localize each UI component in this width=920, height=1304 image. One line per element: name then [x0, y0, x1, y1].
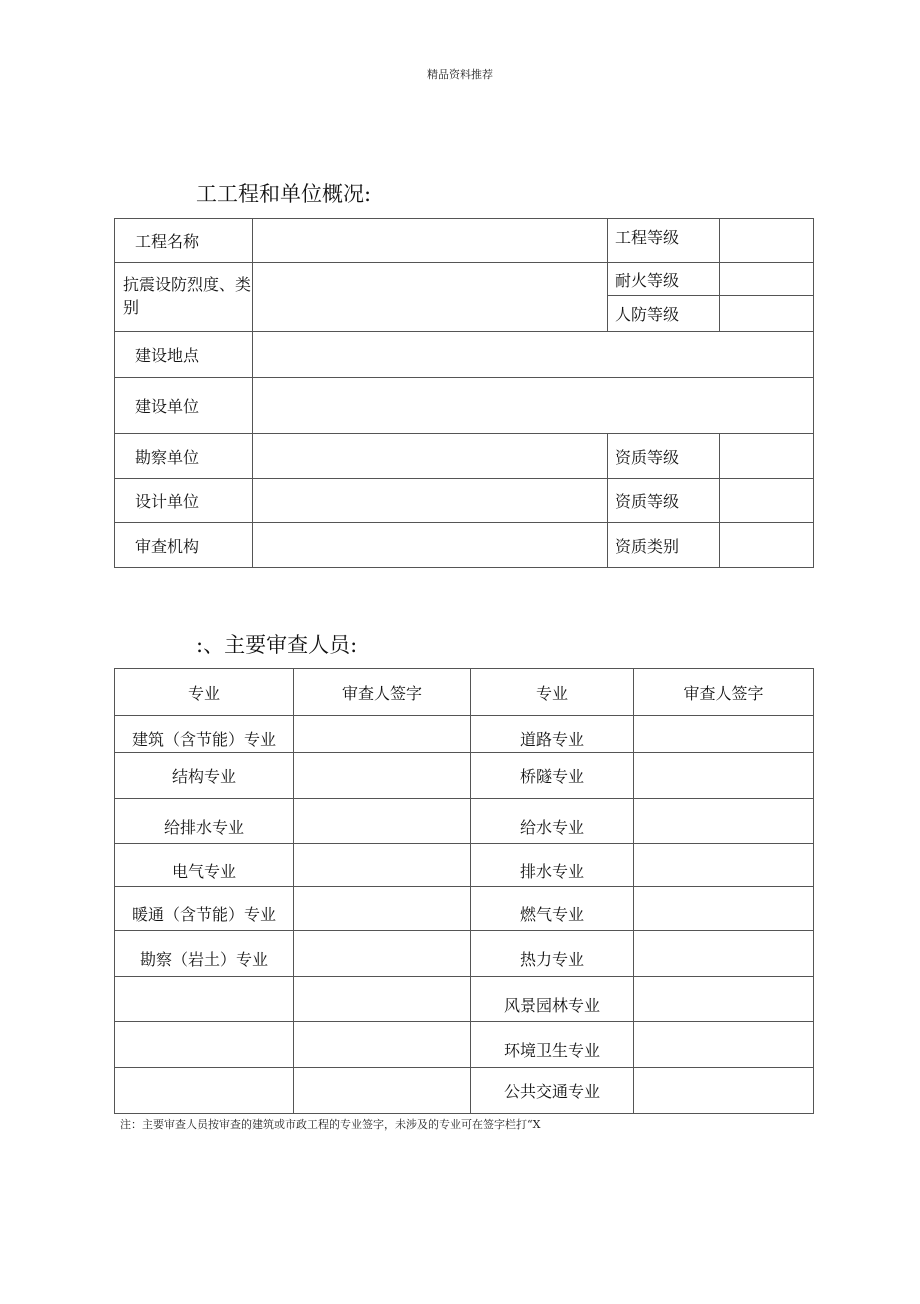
signature-cell[interactable] [634, 931, 814, 977]
signature-cell[interactable] [294, 1022, 471, 1068]
specialty-right: 道路专业 [471, 716, 634, 753]
specialty-right: 公共交通专业 [471, 1068, 634, 1114]
signature-cell[interactable] [634, 887, 814, 931]
field-seismic[interactable] [253, 263, 608, 332]
field-design-unit[interactable] [253, 479, 608, 523]
signature-cell[interactable] [634, 1022, 814, 1068]
specialty-right: 排水专业 [471, 844, 634, 887]
signature-cell[interactable] [294, 716, 471, 753]
page-header: 精品资料推荐 [427, 68, 493, 81]
field-construction-unit[interactable] [253, 378, 814, 434]
project-overview-table [114, 218, 814, 568]
signature-cell[interactable] [294, 799, 471, 844]
specialty-right: 风景园林专业 [471, 977, 634, 1022]
field-project-name[interactable] [253, 219, 608, 263]
section-title-project-overview: 工工程和单位概况: [196, 182, 372, 206]
specialty-left: 暖通（含节能）专业 [115, 887, 294, 931]
signature-cell[interactable] [634, 799, 814, 844]
label-qualification-grade-1: 资质等级 [608, 434, 720, 479]
specialty-left [115, 977, 294, 1022]
signature-cell[interactable] [634, 1068, 814, 1114]
signature-cell[interactable] [294, 931, 471, 977]
label-qualification-category: 资质类别 [608, 523, 720, 568]
field-project-grade[interactable] [720, 219, 814, 263]
specialty-right: 燃气专业 [471, 887, 634, 931]
footnote: 注：主要审查人员按审查的建筑或市政工程的专业签字，未涉及的专业可在签字栏打“X [120, 1118, 541, 1131]
reviewers-table [114, 668, 814, 1114]
label-design-unit: 设计单位 [115, 479, 253, 523]
section-title-reviewers: :、主要审查人员: [196, 633, 358, 657]
field-civil-defense-grade[interactable] [720, 296, 814, 332]
label-qualification-grade-2: 资质等级 [608, 479, 720, 523]
label-review-agency: 审查机构 [115, 523, 253, 568]
specialty-left [115, 1022, 294, 1068]
field-survey-unit[interactable] [253, 434, 608, 479]
field-qualification-category[interactable] [720, 523, 814, 568]
signature-cell[interactable] [634, 753, 814, 799]
specialty-left: 结构专业 [115, 753, 294, 799]
signature-cell[interactable] [294, 753, 471, 799]
field-review-agency[interactable] [253, 523, 608, 568]
label-construction-unit: 建设单位 [115, 378, 253, 434]
specialty-right: 热力专业 [471, 931, 634, 977]
signature-cell[interactable] [294, 1068, 471, 1114]
label-seismic: 抗震设防烈度、类别 [115, 263, 253, 332]
field-location[interactable] [253, 332, 814, 378]
field-qualification-grade-2[interactable] [720, 479, 814, 523]
specialty-right: 环境卫生专业 [471, 1022, 634, 1068]
header-signature-left: 审查人签字 [294, 669, 471, 716]
signature-cell[interactable] [634, 716, 814, 753]
header-specialty-left: 专业 [115, 669, 294, 716]
field-fire-grade[interactable] [720, 263, 814, 296]
specialty-left: 给排水专业 [115, 799, 294, 844]
specialty-left: 勘察（岩土）专业 [115, 931, 294, 977]
specialty-left: 建筑（含节能）专业 [115, 716, 294, 753]
label-survey-unit: 勘察单位 [115, 434, 253, 479]
signature-cell[interactable] [634, 977, 814, 1022]
signature-cell[interactable] [294, 844, 471, 887]
label-project-grade: 工程等级 [608, 219, 720, 263]
label-civil-defense-grade: 人防等级 [608, 296, 720, 332]
signature-cell[interactable] [634, 844, 814, 887]
specialty-right: 桥隧专业 [471, 753, 634, 799]
label-fire-grade: 耐火等级 [608, 263, 720, 296]
field-qualification-grade-1[interactable] [720, 434, 814, 479]
specialty-left: 电气专业 [115, 844, 294, 887]
signature-cell[interactable] [294, 977, 471, 1022]
signature-cell[interactable] [294, 887, 471, 931]
specialty-right: 给水专业 [471, 799, 634, 844]
header-signature-right: 审查人签字 [634, 669, 814, 716]
label-location: 建设地点 [115, 332, 253, 378]
header-specialty-right: 专业 [471, 669, 634, 716]
specialty-left [115, 1068, 294, 1114]
label-project-name: 工程名称 [115, 219, 253, 263]
